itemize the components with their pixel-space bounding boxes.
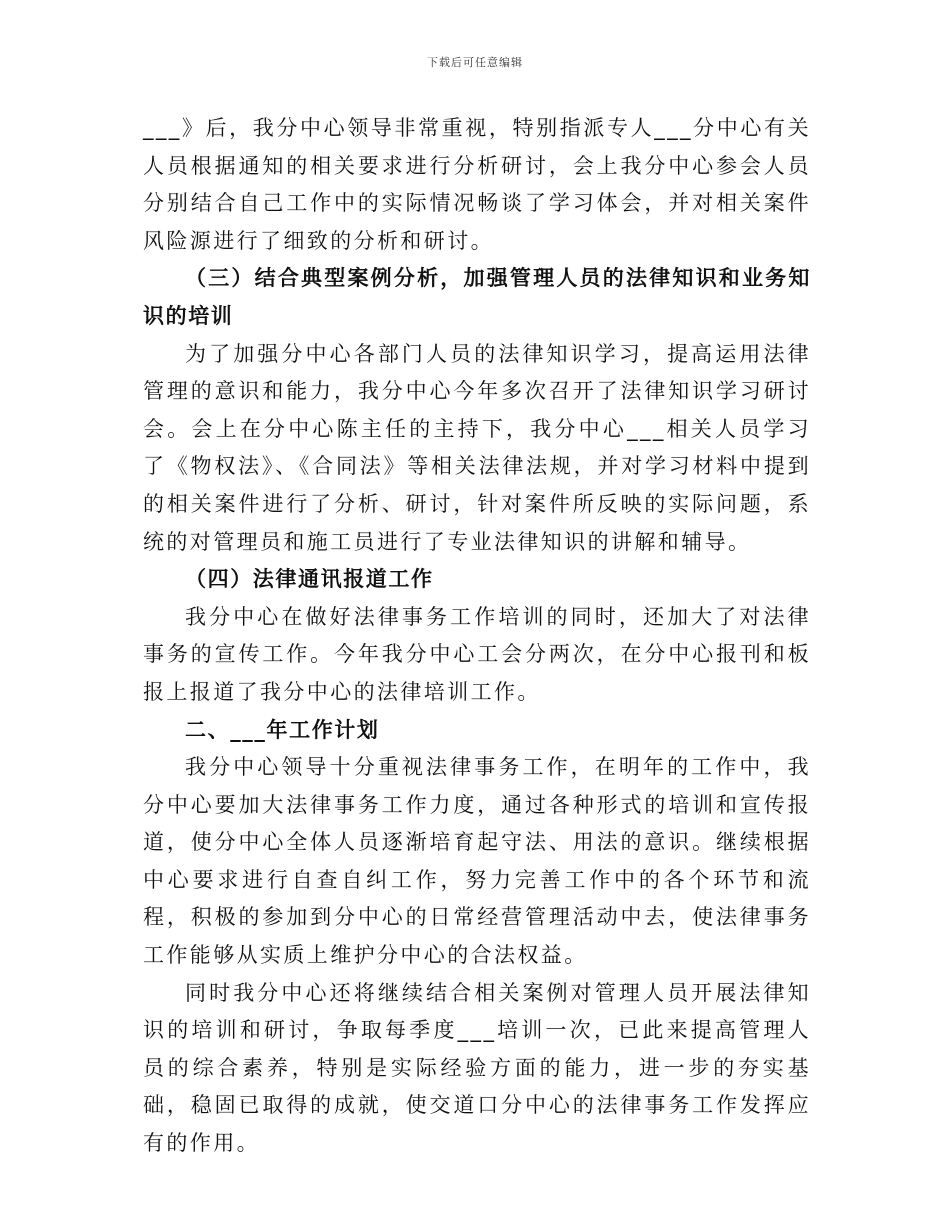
section-heading-3: （三）结合典型案例分析，加强管理人员的法律知识和业务知识的培训	[143, 266, 811, 328]
document-body	[143, 110, 811, 1163]
page-header: 下载后可任意编辑	[427, 56, 523, 69]
paragraph-continuation: ___》后，我分中心领导非常重视，特别指派专人___分中心有关人员根据通知的相关要求进行分析研讨，会上我分中心参会人员分别结合自己工作中的实际情况畅谈了学习体会，并对相关案件风险源进行了细致的分析和研讨。	[143, 116, 811, 253]
paragraph-plan-1: 我分中心领导十分重视法律事务工作，在明年的工作中，我分中心要加大法律事务工作力度，通过各种形式的培训和宣传报道，使分中心全体人员逐渐培育起守法、用法的意识。继续根据中心要求进行自查自纠工作，努力完善工作中的各个环节和流程，积极的参加到分中心的日常经营管理活动中去，使法律事务工作能够从实质上维护分中心的合法权益。	[143, 755, 811, 968]
paragraph-legal-training: 为了加强分中心各部门人员的法律知识学习，提高运用法律管理的意识和能力，我分中心今年多次召开了法律知识学习研讨会。会上在分中心陈主任的主持下，我分中心___相关人员学习了《物权法》、《合同法》等相关法律法规，并对学习材料中提到的相关案件进行了分析、研讨，针对案件所反映的实际问题，系统的对管理员和施工员进行了专业法律知识的讲解和辅导。	[143, 341, 811, 554]
paragraph-publicity: 我分中心在做好法律事务工作培训的同时，还加大了对法律事务的宣传工作。今年我分中心工会分两次，在分中心报刊和板报上报道了我分中心的法律培训工作。	[143, 604, 811, 704]
section-heading-work-plan: 二、___年工作计划	[185, 717, 380, 742]
section-heading-4: （四）法律通讯报道工作	[185, 567, 434, 592]
paragraph-plan-2: 同时我分中心还将继续结合相关案例对管理人员开展法律知识的培训和研讨，争取每季度___培训一次，已此来提高管理人员的综合素养，特别是实际经验方面的能力，进一步的夯实基础，稳固已取得的成就，使交道口分中心的法律事务工作发挥应有的作用。	[143, 980, 811, 1156]
